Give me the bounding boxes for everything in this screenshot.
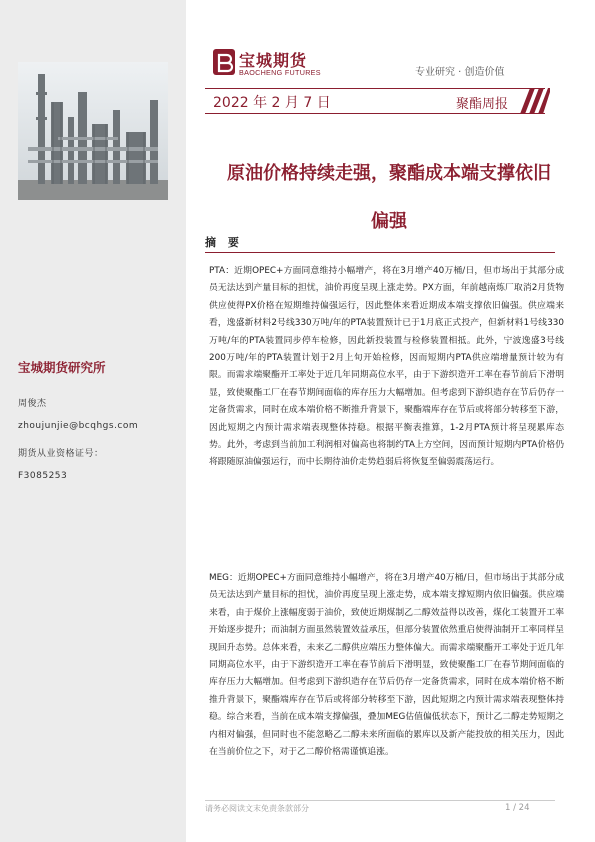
page-number: 1 / 24 xyxy=(505,803,530,813)
brand-name-cn: 宝城期货 xyxy=(239,51,308,70)
brand-logo xyxy=(212,47,322,83)
report-date: 2022 年 2 月 7 日 xyxy=(213,95,331,111)
meg-paragraph: MEG：近期OPEC+方面同意维持小幅增产，将在3月增产40万桶/日，但市场出于其部分成员无法达到产量目标的担忧，油价再度呈现上涨走势，成本端支撑短期内依旧偏强。供应端来看，由于煤价上涨幅度弱于油价，致使近期煤制乙二醇效益得以改善，煤化工装置开工率开始逐步提升；而油制方面虽然装置效益承压，但部分装置依然重启使得油制开工率同样呈现回升态势。总体来看，未来乙二醇供应端压力整体偏大。而需求端聚酯开工率处于近几年同期高位水平，由于下游织造开工率在春节前后下滑明显，致使聚酯工厂在春节期间面临的库存压力大幅增加。但考虑到下游织造存在节后仍存一定备货需求，同时在成本端价格不断推升背景下，聚酯端库存在节后或将部分转移至下游，因此短期之内预计需求端表现整体持稳。综合来看，当前在成本端支撑偏强，叠加MEG估值偏低状态下，预计乙二醇走势短期之内相对偏强，但同时也不能忽略乙二醇未来所面临的累库以及新产能投放的相关压力，因此在当前价位之下，对于乙二醇价格需谨慎追涨。 xyxy=(209,573,564,758)
report-title-line-1: 原油价格持续走强，聚酯成本端支撑依旧 xyxy=(227,163,551,184)
report-title-line-2: 偏强 xyxy=(371,211,407,232)
brand-slogan: 专业研究 · 创造价值 xyxy=(415,67,505,78)
pta-paragraph: PTA：近期OPEC+方面同意维持小幅增产，将在3月增产40万桶/日，但市场出于其部分成员无法达到产量目标的担忧，油价再度呈现上涨走势。PX方面，年前越南炼厂取消2月货物供应使得PX价格在短期维持偏强运行，因此整体来看近期成本端支撑依旧偏强。供应端来看，逸盛新材料2号线330万吨/年的PTA装置预计已于1月底正式投产，但新材料1号线330万吨/年的PTA装置同步停车检修，因此新投装置与检修装置相抵。此外，宁波逸盛3号线200万吨/年的PTA装置计划于2月上旬开始检修，因而短期内PTA供应端增量预计较为有限。而需求端聚酯开工率处于近几年同期高位水平，由于下游织造开工率在春节前后下滑明显，致使聚酯工厂在春节期间面临的库存压力大幅增加。但考虑到下游织造存在节后仍存一定备货需求，同时在成本端价格不断推升背景下，聚酯端库存在节后或将部分转移至下游，因此短期之内预计需求端表现整体持稳。根据平衡表推算，1-2月PTA预计将呈现累库态势。此外，考虑到当前加工利润相对偏高也将制约TA上方空间，因而预计短期内PTA价格仍将跟随原油偏强运行，而中长期待油价走势趋弱后将恢复至偏弱震荡运行。 xyxy=(209,266,564,468)
report-title xyxy=(205,150,573,246)
refinery-photo xyxy=(18,62,168,200)
sidebar xyxy=(0,0,186,842)
brand-logo-icon xyxy=(212,48,236,76)
abstract-heading: 摘 要 xyxy=(205,236,243,249)
author-email[interactable]: zhoujunjie@bcqhgs.com xyxy=(18,421,139,431)
decorative-stripes-icon xyxy=(508,86,550,114)
certificate-label: 期货从业资格证号： xyxy=(18,449,104,459)
footer-disclaimer: 请务必阅读文末免责条款部分 xyxy=(205,804,309,813)
report-type: 聚酯周报 xyxy=(456,97,509,112)
certificate-number: F3085253 xyxy=(18,471,68,481)
footer-divider xyxy=(205,800,555,801)
research-institute-name: 宝城期货研究所 xyxy=(18,360,106,375)
abstract-divider xyxy=(205,252,555,253)
brand-name-en: BAOCHENG FUTURES xyxy=(239,68,321,77)
date-bar xyxy=(205,88,545,114)
author-name: 周俊杰 xyxy=(18,399,47,409)
